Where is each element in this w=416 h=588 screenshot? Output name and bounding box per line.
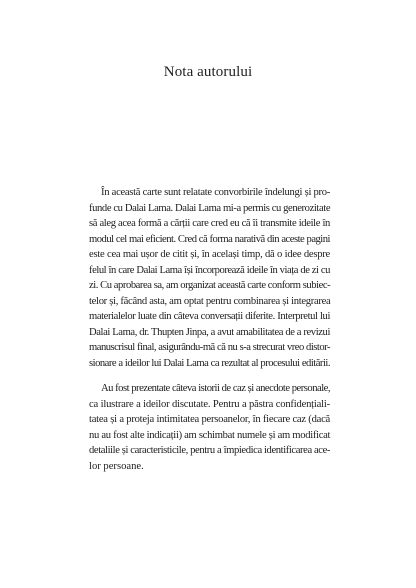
- paragraph-1: [89, 185, 330, 371]
- text-line: În această carte sunt relatate convorbirile îndelungi și pro-: [101, 187, 330, 198]
- text-line: zi. Cu aprobarea sa, am organizat această carte conform subiec-: [89, 280, 331, 291]
- body-text: [89, 185, 330, 474]
- text-line: manuscrisul final, asigurându-mă că nu s-a strecurat vreo distor-: [89, 342, 330, 353]
- paragraph-2: [89, 381, 330, 474]
- text-line: ca ilustrare a ideilor discutate. Pentru a păstra confidențiali-: [89, 398, 330, 410]
- text-line: felul în care Dalai Lama își încorporează ideile în viața de zi cu: [89, 264, 330, 276]
- text-line: să aleg acea formă a cărții care cred eu că îi transmite ideile în: [89, 218, 330, 229]
- page-title: Nota autorului: [163, 64, 253, 80]
- text-line: sionare a ideilor lui Dalai Lama ca rezultat al procesului editării.: [89, 357, 330, 369]
- text-line: tatea și a proteja intimitatea persoanelor, în fiecare caz (dacă: [89, 414, 330, 425]
- text-line: funde cu Dalai Lama. Dalai Lama mi-a permis cu generozitate: [89, 202, 331, 214]
- text-line: este cea mai ușor de citit și, în același timp, dă o idee despre: [89, 249, 330, 260]
- text-line: materialelor luate din câteva conversații diferite. Interpretul lui: [89, 311, 330, 322]
- text-line: lor persoane.: [89, 460, 144, 472]
- text-line: telor și, făcând asta, am optat pentru combinarea și integrarea: [89, 295, 331, 307]
- text-line: nu au fost alte indicații) am schimbat numele și am modificat: [89, 429, 331, 441]
- text-line: modul cel mai eficient. Cred că forma narativă din aceste pagini: [89, 233, 330, 245]
- text-line: Au fost prezentate câteva istorii de caz și anecdote personale,: [101, 383, 330, 394]
- text-line: detaliile și caracteristicile, pentru a împiedica identificarea ace-: [89, 445, 331, 456]
- text-line: Dalai Lama, dr. Thupten Jinpa, a avut amabilitatea de a revizui: [89, 326, 330, 338]
